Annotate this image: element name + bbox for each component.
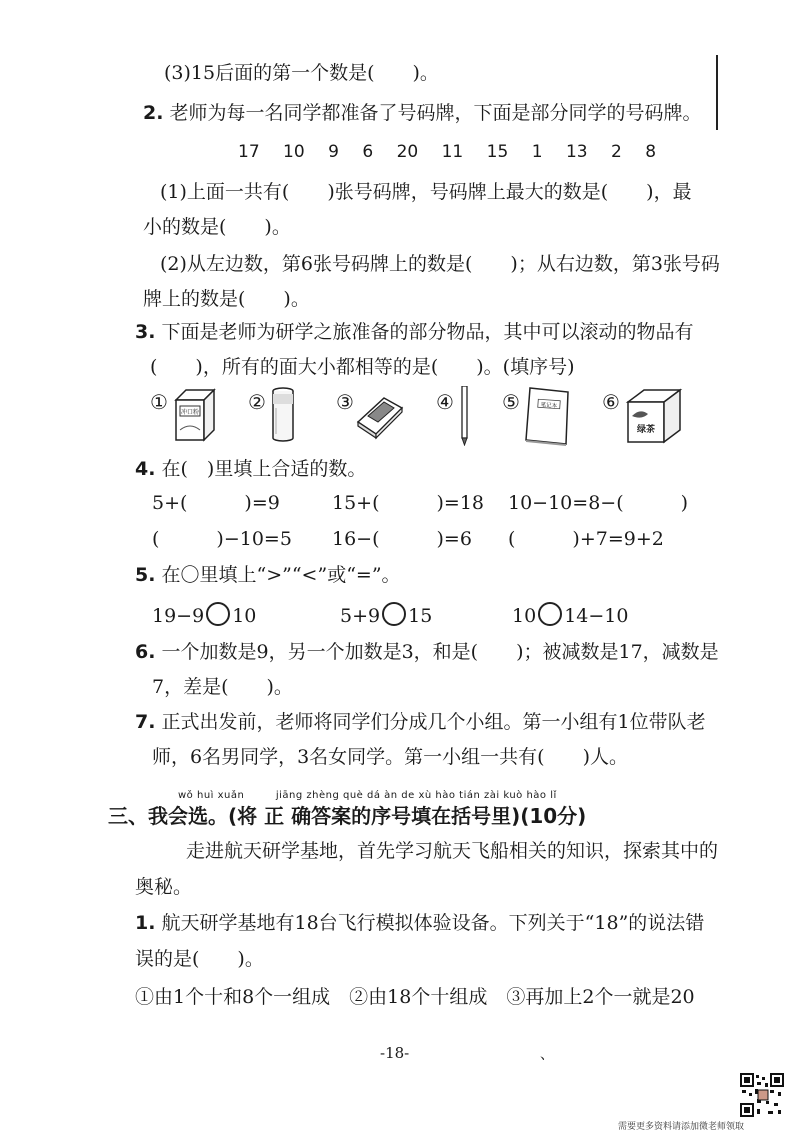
notebook-icon [522,386,574,446]
q2-part1a: (1)上面一共有( )张号码牌，号码牌上最大的数是( )，最 [160,181,692,203]
q2 [143,104,702,123]
item-label: ⑥ [602,390,620,414]
q4-row2-c: ( )+7=9+2 [508,528,664,550]
q4-row2-b: 16−( )=6 [332,528,472,550]
q5-left: 5+9 [340,605,381,627]
q7-line2: 师，6名男同学，3名女同学。第一小组一共有( )人。 [152,746,629,768]
number-card: 2 [610,142,622,162]
q5-right: 15 [408,605,433,627]
q5-right: 10 [232,605,257,627]
q4-row2-a: ( )−10=5 [152,528,292,550]
cylinder-cup-icon [270,386,296,444]
section3-title: 三、我会选。(将 正 确答案的序号填在括号里)(10分) [108,804,587,828]
q6-line2: 7，差是( )。 [152,676,293,698]
q3-number: 3. [135,321,156,343]
margin-rule [716,55,718,130]
number-card: 11 [441,142,464,162]
q5-number: 5. [135,564,156,586]
qr-code-icon [740,1073,784,1117]
q2-part1b: 小的数是( )。 [143,216,291,238]
q5-item-3 [512,602,628,626]
milk-box-label: 冲口粉 [180,409,200,416]
section3-intro-1: 走进航天研学基地，首先学习航天飞船相关的知识，探索其中的 [186,840,719,862]
q2-number: 2. [143,102,164,124]
q5-line [135,566,401,585]
section3-q1-line2: 误的是( )。 [135,948,264,970]
tea-box-icon [624,386,686,446]
q4-row1-a: 5+( )=9 [152,492,280,514]
number-card: 10 [283,142,305,162]
q6-number: 6. [135,641,156,663]
eraser-icon [354,392,406,440]
q4-text: 在( )里填上合适的数。 [161,458,367,480]
item-label: ② [248,390,266,414]
q5-item-2 [340,602,432,626]
q4-row1-c: 10−10=8−( ) [508,492,689,514]
q3-line1 [135,323,694,342]
section3-intro-2: 奥秘。 [135,876,193,898]
q6-line1 [135,643,719,662]
answer-circle[interactable] [206,602,230,626]
q7-line1 [135,713,706,732]
section3-pinyin: wǒ huì xuǎn jiāng zhèng què dá àn de xù hào tián zài kuò hào lǐ [178,790,557,801]
page-number: -18- [380,1044,410,1062]
q6-text: 一个加数是9，另一个加数是3，和是( )；被减数是17，减数是 [161,641,719,663]
number-card: 1 [531,142,543,162]
item-label: ① [150,390,168,414]
section3-q1-number: 1. [135,912,156,934]
item-label: ③ [336,390,354,414]
q2-part2a: (2)从左边数，第6张号码牌上的数是( )；从右边数，第3张号码 [160,253,720,275]
q7-number: 7. [135,711,156,733]
q4-line [135,460,366,479]
q5-left: 19−9 [152,605,205,627]
q7-text: 正式出发前，老师将同学们分成几个小组。第一小组有1位带队老 [161,711,706,733]
section3-q1-text: 航天研学基地有18台飞行模拟体验设备。下列关于“18”的说法错 [161,912,705,934]
number-card: 20 [396,142,419,162]
tea-box-label: 绿茶 [636,425,656,435]
item-label: ④ [436,390,454,414]
number-card: 6 [362,142,374,162]
q3-text: 下面是老师为研学之旅准备的部分物品，其中可以滚动的物品有 [161,321,694,343]
answer-circle[interactable] [382,602,406,626]
footer-note: 需要更多资料请添加微老师领取 [618,1122,745,1132]
item-label: ⑤ [502,390,520,414]
q3-line2: ( )，所有的面大小都相等的是( )。(填序号) [150,356,575,378]
q5-text: 在〇里填上“>”“<”或“=”。 [161,564,401,586]
pencil-icon [460,386,470,446]
q2-part2b: 牌上的数是( )。 [143,288,310,310]
q3-items [150,386,710,448]
q5-left: 10 [512,605,537,627]
section3-q1-options: ①由1个十和8个一组成 ②由18个十组成 ③再加上2个一就是20 [135,986,695,1008]
q1-part3: (3)15后面的第一个数是( )。 [164,62,439,84]
q5-right: 14−10 [564,605,629,627]
notebook-label: 笔记本 [540,402,558,410]
q4-number: 4. [135,458,156,480]
number-card: 9 [328,142,339,162]
number-card: 13 [565,142,588,162]
number-cards [238,144,656,161]
stray-mark: 、 [540,1047,554,1063]
number-card: 8 [645,142,657,162]
answer-circle[interactable] [538,602,562,626]
number-card: 17 [238,142,260,162]
q5-item-1 [152,602,256,626]
q2-text: 老师为每一名同学都准备了号码牌，下面是部分同学的号码牌。 [169,102,702,124]
milk-box-icon [172,386,218,444]
q4-row1-b: 15+( )=18 [332,492,485,514]
number-card: 15 [486,142,509,162]
section3-q1-line1 [135,914,704,933]
